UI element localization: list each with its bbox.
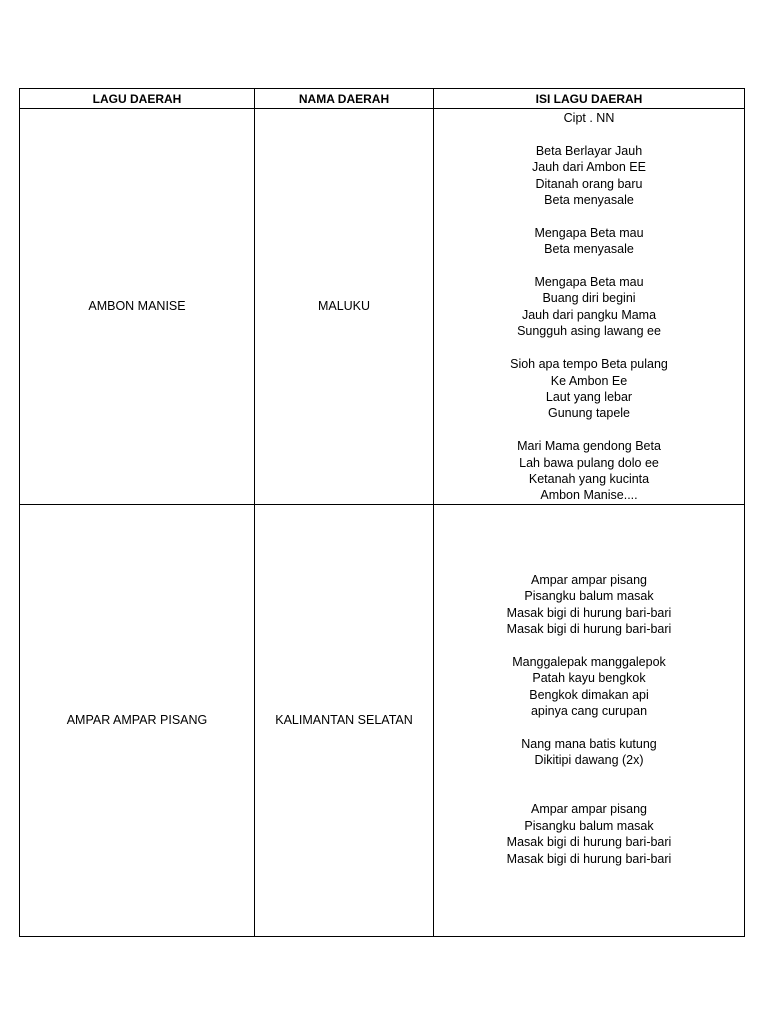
header-song: LAGU DAERAH [20, 89, 255, 109]
song-name-cell: AMPAR AMPAR PISANG [20, 504, 255, 936]
header-lyrics: ISI LAGU DAERAH [434, 89, 745, 109]
header-region: NAMA DAERAH [255, 89, 434, 109]
song-table [19, 88, 745, 937]
lyrics-text: Cipt . NN Beta Berlayar Jauh Jauh dari Ambon EE Ditanah orang baru Beta menyasale Mengapa Beta mau Beta menyasale Mengapa Beta mau Buang diri begini Jauh dari pangku Mama Sungguh asing lawang ee Sioh apa tempo Beta pulang Ke Ambon Ee Laut yang lebar Gunung tapele Mari Mama gendong Beta Lah bawa pulang dolo ee Ketanah yang kucinta Ambon Manise.... [510, 111, 668, 503]
lyrics-cell [434, 504, 745, 936]
table-row [20, 109, 745, 505]
lyrics-text: Ampar ampar pisang Pisangku balum masak Masak bigi di hurung bari-bari Masak bigi di hurung bari-bari Manggalepak manggalepok Patah kayu bengkok Bengkok dimakan api apinya cang curupan Nang mana batis kutung Dikitipi dawang (2x) Ampar ampar pisang Pisangku balum masak Masak bigi di hurung bari-bari Masak bigi di hurung bari-bari [506, 572, 672, 866]
table-row [20, 504, 745, 936]
table-header-row [20, 89, 745, 109]
region-name-cell: KALIMANTAN SELATAN [255, 504, 434, 936]
lyrics-cell [434, 109, 745, 505]
region-name-cell: MALUKU [255, 109, 434, 505]
song-name-cell: AMBON MANISE [20, 109, 255, 505]
